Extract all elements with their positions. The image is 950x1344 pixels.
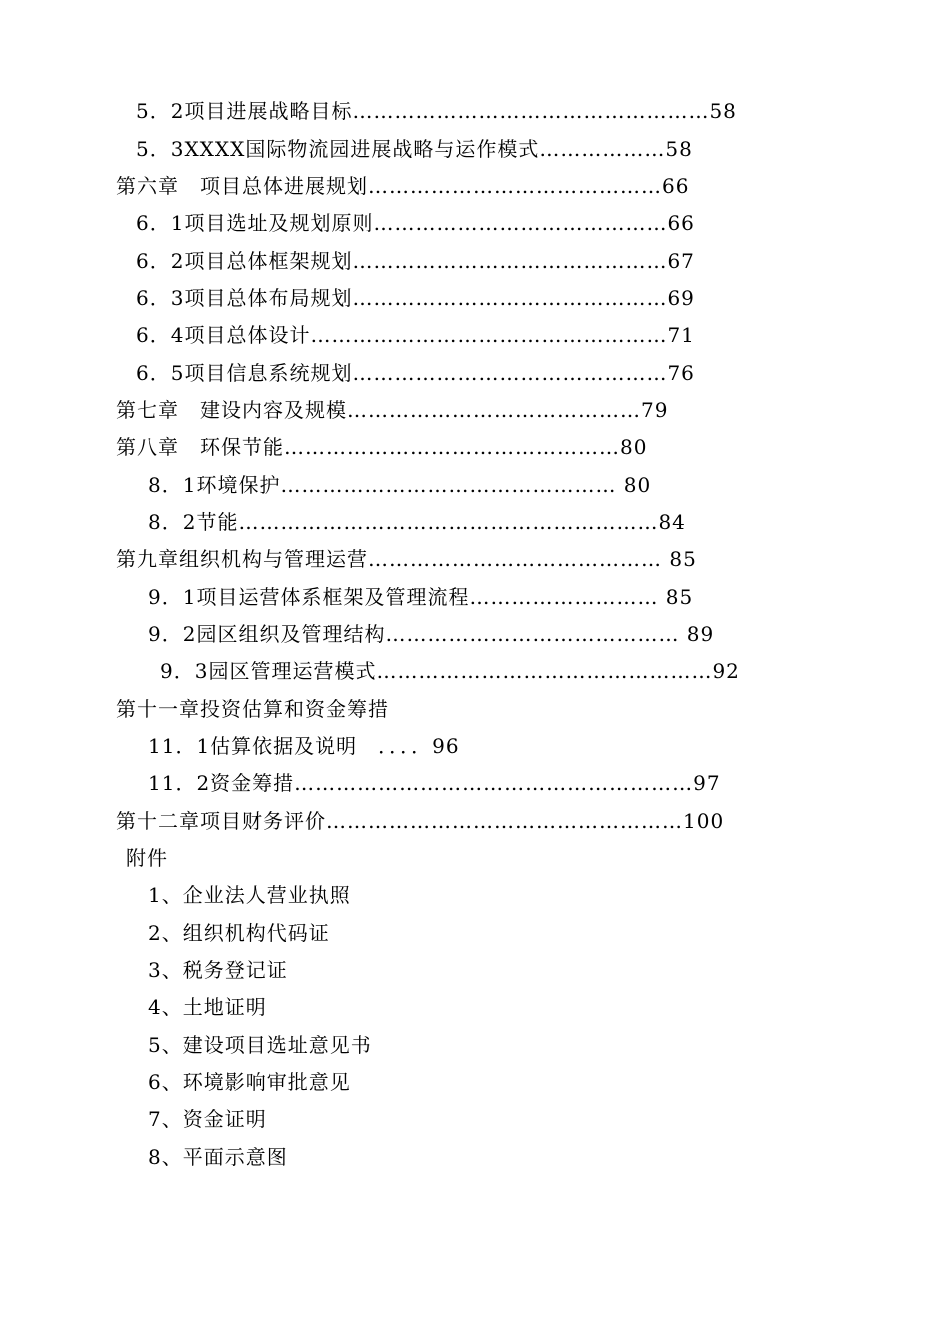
appendix-item-6: 6、环境影响审批意见 <box>148 1070 351 1094</box>
appendix-item-5: 5、建设项目选址意见书 <box>148 1033 372 1057</box>
toc-entry-9-1: 9．1项目运营体系框架及管理流程……………………… 85 <box>148 585 694 609</box>
toc-entry-9-2: 9．2园区组织及管理结构…………………………………… 89 <box>148 622 715 646</box>
appendix-heading: 附件 <box>126 846 168 870</box>
toc-entry-6-2: 6．2项目总体框架规划………………………………………67 <box>136 249 695 273</box>
toc-chapter-12: 第十二章项目财务评价……………………………………………100 <box>116 809 725 833</box>
toc-entry-11-2: 11．2资金筹措…………………………………………………97 <box>148 771 721 795</box>
toc-entry-6-3: 6．3项目总体布局规划………………………………………69 <box>136 286 695 310</box>
toc-entry-11-1: 11．1估算依据及说明 ．．．．96 <box>148 734 460 758</box>
toc-chapter-8: 第八章 环保节能…………………………………………80 <box>116 435 648 459</box>
appendix-item-1: 1、企业法人营业执照 <box>148 883 351 907</box>
toc-chapter-7: 第七章 建设内容及规模……………………………………79 <box>116 398 669 422</box>
toc-chapter-6: 第六章 项目总体进展规划……………………………………66 <box>116 174 690 198</box>
appendix-item-8: 8、平面示意图 <box>148 1145 288 1169</box>
toc-entry-6-4: 6．4项目总体设计……………………………………………71 <box>136 323 695 347</box>
appendix-item-3: 3、税务登记证 <box>148 958 288 982</box>
toc-entry-8-1: 8．1环境保护………………………………………… 80 <box>148 473 652 497</box>
toc-entry-5-3: 5．3XXXX国际物流园进展战略与运作模式………………58 <box>136 137 693 161</box>
appendix-item-4: 4、土地证明 <box>148 995 267 1019</box>
toc-entry-6-1: 6．1项目选址及规划原则……………………………………66 <box>136 211 695 235</box>
appendix-item-7: 7、资金证明 <box>148 1107 267 1131</box>
toc-chapter-9: 第九章组织机构与管理运营…………………………………… 85 <box>116 547 697 571</box>
appendix-item-2: 2、组织机构代码证 <box>148 921 330 945</box>
toc-entry-6-5: 6．5项目信息系统规划………………………………………76 <box>136 361 695 385</box>
toc-entry-8-2: 8．2节能……………………………………………………84 <box>148 510 686 534</box>
toc-entry-9-3: 9．3园区管理运营模式…………………………………………92 <box>160 659 740 683</box>
toc-entry-5-2: 5．2项目进展战略目标……………………………………………58 <box>136 99 737 123</box>
toc-chapter-11: 第十一章投资估算和资金筹措 <box>116 697 389 721</box>
